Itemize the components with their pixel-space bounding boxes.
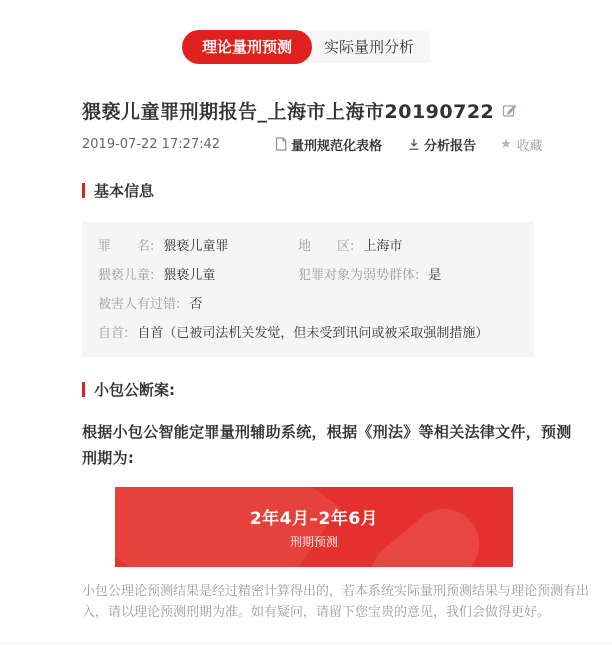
field-molestation (98, 268, 298, 284)
section-accent-bar (82, 183, 85, 198)
tab-actual-analysis[interactable]: 实际量刑分析 (296, 31, 430, 63)
title-row (82, 97, 602, 124)
predicted-sentence-range: 2年4月–2年6月 (249, 508, 379, 529)
field-value: 自首（已被司法机关发觉，但未受到讯问或被采取强制措施） (137, 326, 489, 341)
analysis-report-label: 分析报告 (424, 138, 477, 154)
info-row-4 (98, 326, 518, 342)
section-basic-info-title: 基本信息 (94, 182, 155, 200)
star-icon: ★ (500, 136, 512, 152)
sentence-prediction-box (115, 487, 513, 567)
predicted-sentence-label: 刑期预测 (289, 534, 338, 549)
meta-row (82, 134, 602, 154)
field-surrender (98, 326, 488, 342)
field-value: 是 (428, 268, 442, 283)
info-row-3 (98, 297, 518, 313)
section-verdict-title: 小包公断案: (94, 381, 175, 399)
info-row-1 (98, 239, 518, 255)
field-label: 被害人有过错: (98, 297, 181, 312)
section-basic-info (82, 180, 602, 201)
field-victim-fault (98, 297, 202, 313)
tab-theory-prediction[interactable]: 理论量刑预测 (182, 30, 312, 64)
analysis-report-link[interactable] (408, 135, 500, 154)
info-row-2 (98, 268, 518, 284)
sentencing-table-label: 量刑规范化表格 (291, 138, 383, 154)
field-value: 上海市 (363, 239, 403, 254)
prediction-statement: 根据小包公智能定罪量刑辅助系统，根据《刑法》等相关法律文件，预测刑期为: (82, 423, 572, 468)
favorite-label: 收藏 (516, 138, 543, 154)
report-timestamp: 2019-07-22 17:27:42 (82, 136, 221, 152)
field-label: 地 区: (298, 239, 355, 254)
field-crime-name (98, 239, 298, 255)
section-verdict (82, 379, 602, 400)
report-content (82, 97, 602, 623)
favorite-button[interactable] (500, 135, 543, 154)
field-value: 猥亵儿童罪 (163, 239, 229, 254)
field-label: 罪 名: (98, 239, 155, 254)
edit-icon[interactable] (502, 103, 517, 118)
field-label: 自首: (98, 326, 129, 341)
bottom-divider (0, 643, 612, 644)
section-accent-bar (82, 382, 85, 397)
page-title: 猥亵儿童罪刑期报告_上海市上海市20190722 (82, 101, 495, 123)
basic-info-panel (82, 222, 534, 357)
field-value: 猥亵儿童 (163, 268, 216, 283)
tab-bar (0, 30, 612, 64)
document-icon (275, 137, 287, 151)
field-vulnerable-target (298, 268, 441, 284)
field-region (298, 239, 402, 255)
field-value: 否 (189, 297, 203, 312)
field-label: 犯罪对象为弱势群体: (298, 268, 420, 283)
download-icon (408, 138, 420, 151)
disclaimer-text: 小包公理论预测结果是经过精密计算得出的，若本系统实际量刑预测结果与理论预测有出入，请以理论预测刑期为准。如有疑问，请留下您宝贵的意见，我们会做得更好。 (82, 583, 590, 620)
sentencing-table-link[interactable] (275, 135, 408, 154)
field-label: 猥亵儿童: (98, 268, 155, 283)
